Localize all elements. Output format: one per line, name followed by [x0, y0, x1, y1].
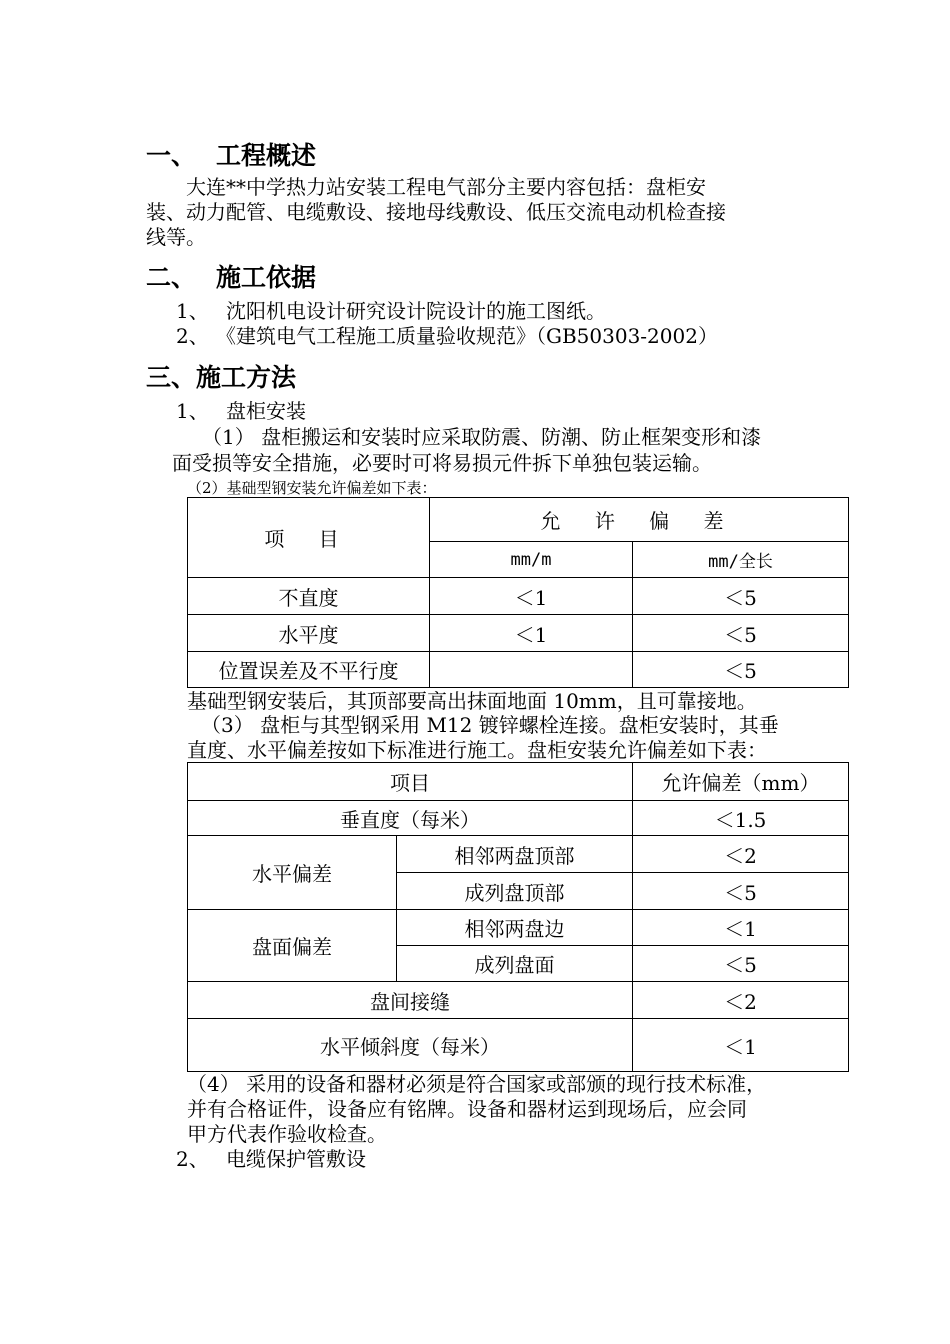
table-row	[188, 615, 849, 652]
table-row	[188, 578, 849, 615]
section-3-sub-2: 电缆保护管敷设	[226, 1147, 366, 1171]
para-4-line-1: （4） 采用的设备和器材必须是符合国家或部颁的现行技术标准，	[187, 1072, 767, 1096]
table-2-sub-value: ＜5	[633, 873, 849, 910]
table-1-header-tolerance-text: 允 许 偏 差	[540, 509, 738, 533]
table-1-cell-total: ＜5	[633, 578, 849, 615]
table-2-surface-label: 盘面偏差	[188, 910, 397, 982]
table-2-sub-label: 相邻两盘边	[397, 910, 633, 946]
table-2-sub-label: 成列盘面	[397, 946, 633, 982]
section-2-item-1: 沈阳机电设计研究设计院设计的施工图纸。	[226, 299, 606, 323]
section-2-item-2: 《建筑电气工程施工质量验收规范》（GB50303-2002）	[216, 324, 718, 348]
table-2-sub-value: ＜1	[633, 910, 849, 946]
table-2-sub-label: 相邻两盘顶部	[397, 836, 633, 873]
table-2-header-tolerance: 允许偏差（mm）	[633, 763, 849, 801]
para-4-line-2: 并有合格证件，设备应有铭牌。设备和器材运到现场后，应会同	[187, 1097, 747, 1121]
table-1-cell-per-meter: ＜1	[430, 615, 633, 652]
section-1-para-line-3: 线等。	[146, 225, 206, 249]
table-1-cell-per-meter	[430, 652, 633, 688]
table-2-tilt-label: 水平倾斜度（每米）	[188, 1019, 633, 1072]
section-2-heading: 施工依据	[216, 263, 317, 292]
section-1-para-line-2: 装、动力配管、电缆敷设、接地母线敷设、低压交流电动机检查接	[146, 200, 726, 224]
table-row	[188, 1019, 849, 1072]
table-row	[188, 910, 849, 946]
table-2-joint-label: 盘间接缝	[188, 982, 633, 1019]
table-2-vertical-label: 垂直度（每米）	[188, 801, 633, 836]
para-4-line-3: 甲方代表作验收检查。	[187, 1122, 387, 1146]
table-row	[188, 652, 849, 688]
section-3-sub-2-number: 2、	[176, 1147, 209, 1171]
table-2-horizontal-label: 水平偏差	[188, 836, 397, 910]
table-1-unit-total-length: mm/全长	[633, 542, 849, 578]
para-1-line-2: 面受损等安全措施，必要时可将易损元件拆下单独包装运输。	[172, 451, 712, 475]
para-1-line-1: （1） 盘柜搬运和安装时应采取防震、防潮、防止框架变形和漆	[202, 425, 762, 449]
table-1	[187, 497, 849, 688]
table-1-header-item	[188, 498, 430, 578]
section-1-heading-number: 一、	[146, 141, 197, 170]
table-2-vertical-value: ＜1.5	[633, 801, 849, 836]
section-2-item-1-number: 1、	[176, 299, 209, 323]
table-1-cell-item: 位置误差及不平行度	[188, 652, 430, 688]
table-row	[188, 801, 849, 836]
section-1-heading: 工程概述	[216, 141, 317, 170]
section-3-sub-1-number: 1、	[176, 399, 209, 423]
table-1-cell-per-meter: ＜1	[430, 578, 633, 615]
table-1-unit-per-meter: mm/m	[430, 542, 633, 578]
para-3-line-2: 直度、水平偏差按如下标准进行施工。盘柜安装允许偏差如下表：	[187, 738, 767, 762]
table-1-cell-total: ＜5	[633, 652, 849, 688]
table-2-sub-label: 成列盘顶部	[397, 873, 633, 910]
table-row	[188, 836, 849, 873]
table-1-header-tolerance	[430, 498, 849, 542]
table-1-header-item-text: 项 目	[264, 527, 353, 551]
table-2-header-item: 项目	[188, 763, 633, 801]
after-table-1-note: 基础型钢安装后，其顶部要高出抹面地面 10mm，且可靠接地。	[187, 689, 757, 713]
section-2-item-2-number: 2、	[176, 324, 209, 348]
table-row	[188, 982, 849, 1019]
table-2-joint-value: ＜2	[633, 982, 849, 1019]
table-1-cell-item: 水平度	[188, 615, 430, 652]
table-1-cell-total: ＜5	[633, 615, 849, 652]
para-3-line-1: （3） 盘柜与其型钢采用 M12 镀锌螺栓连接。盘柜安装时，其垂	[201, 713, 779, 737]
section-1-para-line-1: 大连**中学热力站安装工程电气部分主要内容包括：盘柜安	[186, 175, 706, 199]
table-2-sub-value: ＜5	[633, 946, 849, 982]
section-2-heading-number: 二、	[146, 263, 197, 292]
table-1-cell-item: 不直度	[188, 578, 430, 615]
section-3-sub-1: 盘柜安装	[226, 399, 306, 423]
table-2	[187, 762, 849, 1072]
table-2-sub-value: ＜2	[633, 836, 849, 873]
section-3-heading: 三、施工方法	[146, 363, 297, 392]
table-2-tilt-value: ＜1	[633, 1019, 849, 1072]
table-1-caption: （2）基础型钢安装允许偏差如下表：	[187, 479, 437, 497]
